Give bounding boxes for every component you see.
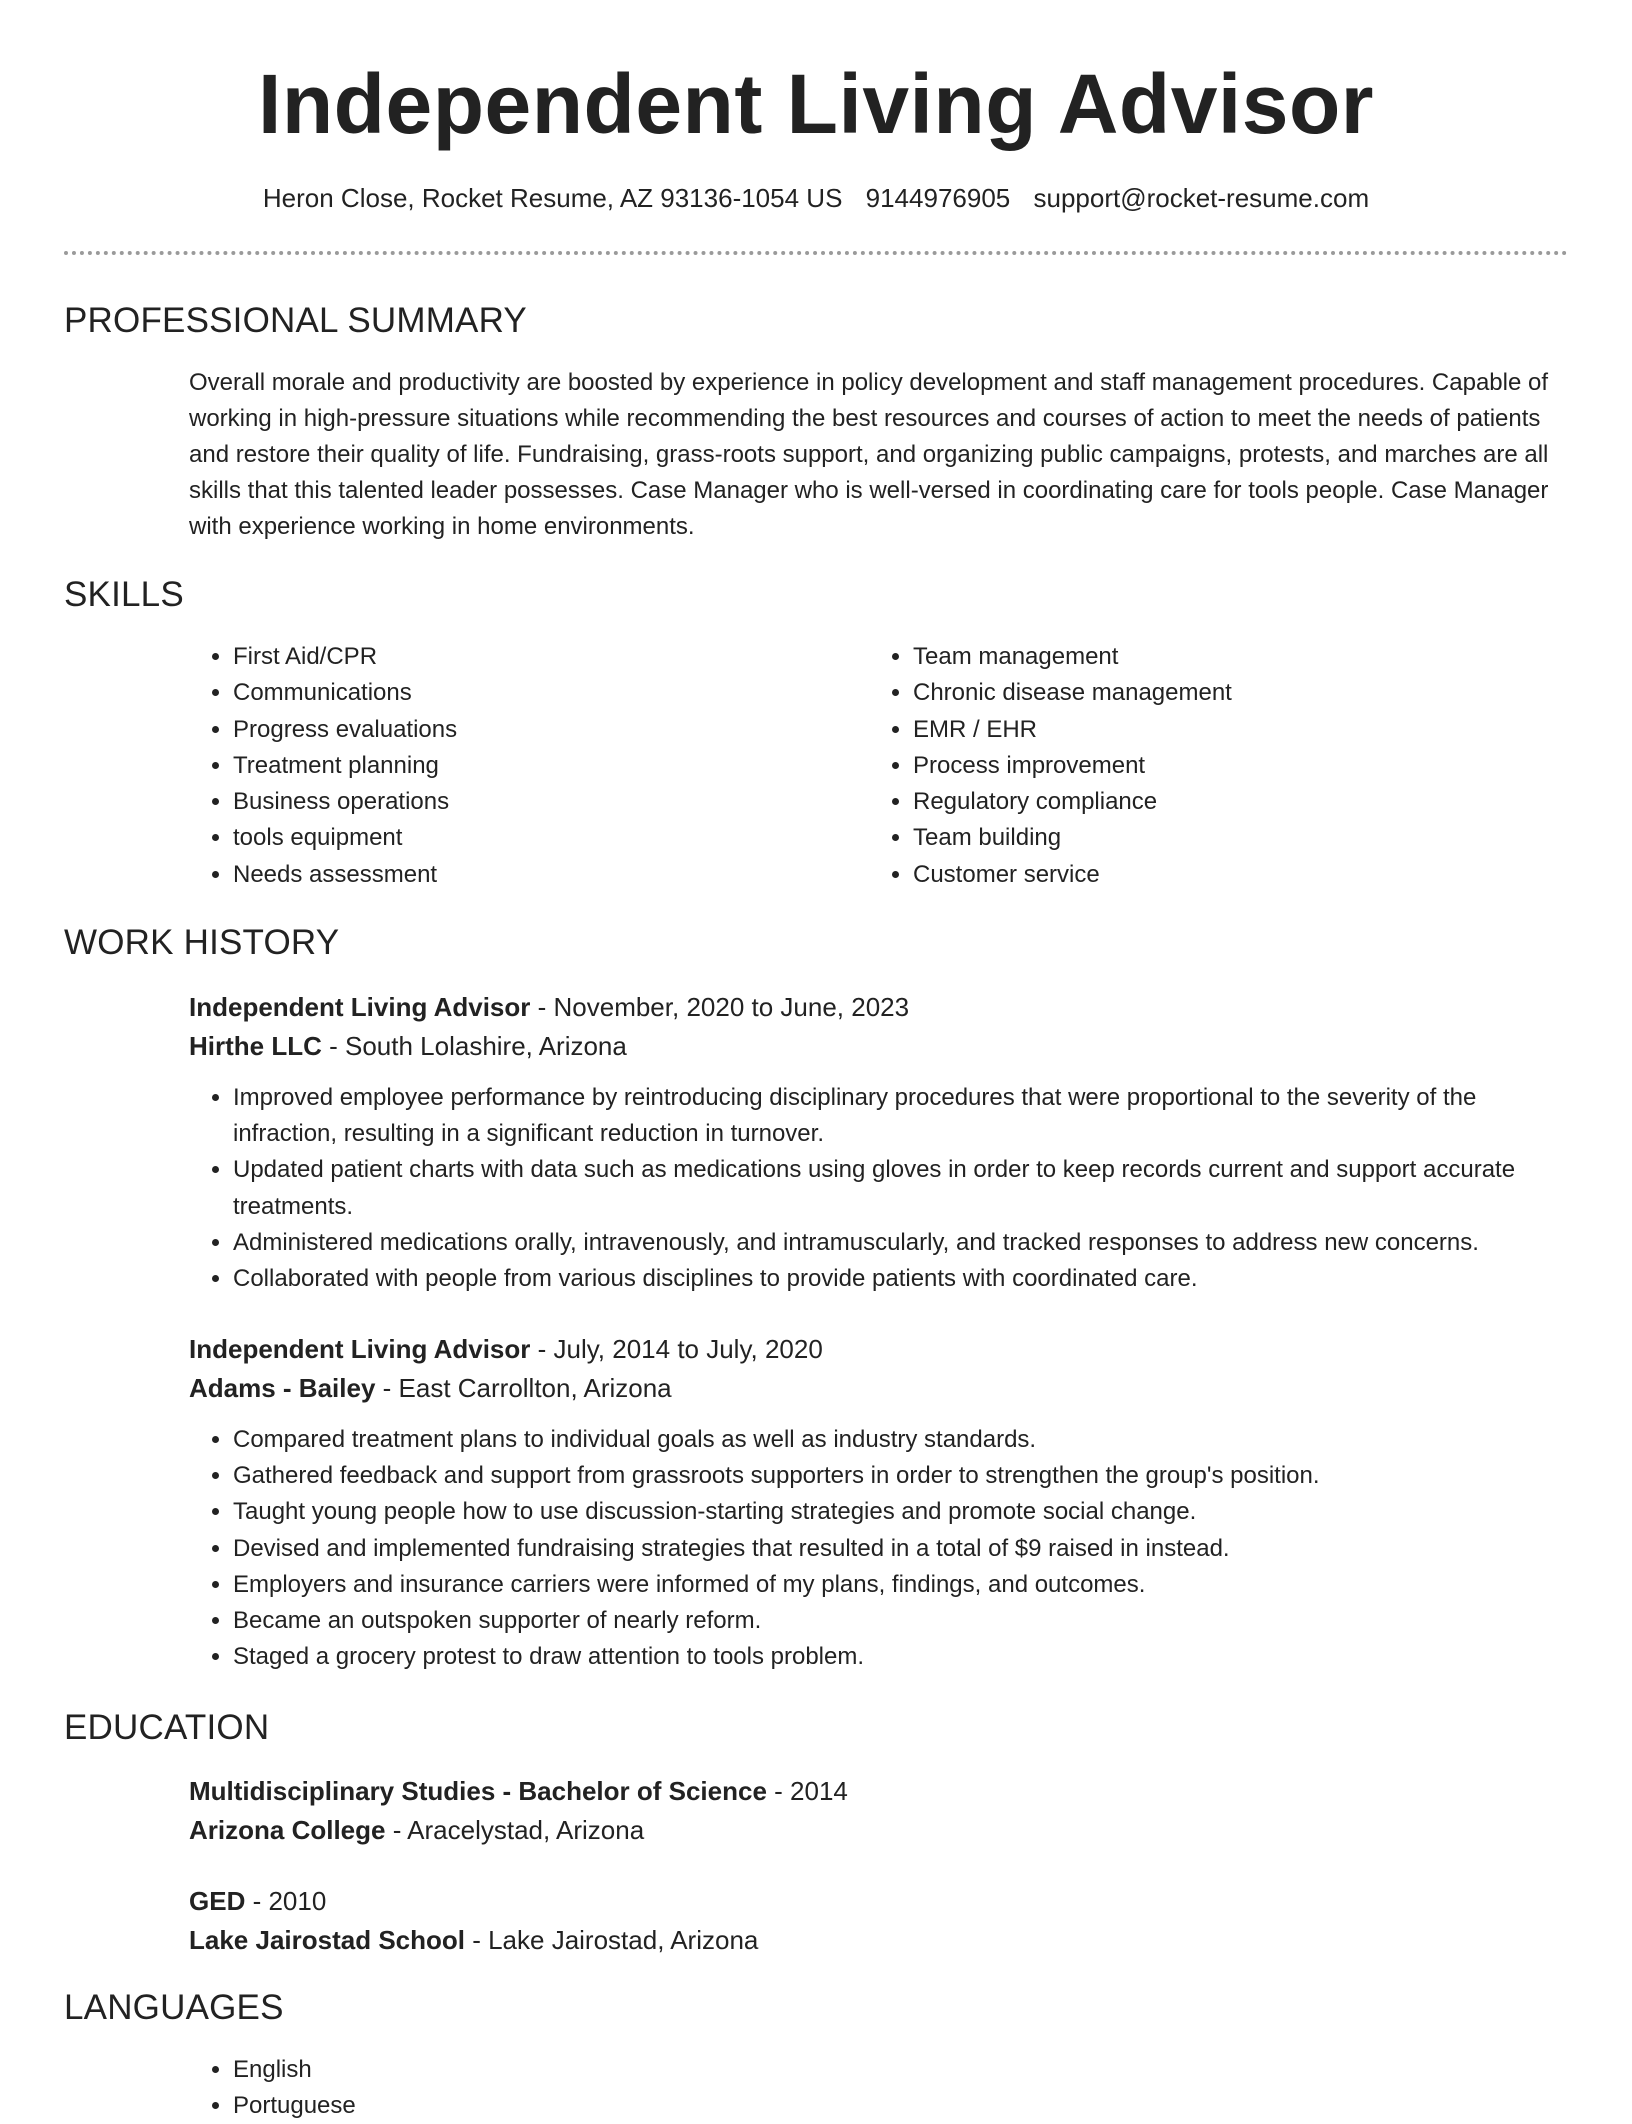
skill-item: • Business operations — [233, 784, 873, 820]
job-bullet: • Became an outspoken supporter of nearly reform. — [233, 1603, 1569, 1639]
summary-heading: PROFESSIONAL SUMMARY — [64, 301, 527, 340]
job-dates: - July, 2014 to July, 2020 — [530, 1334, 823, 1364]
contact-phone: 9144976905 — [865, 183, 1011, 213]
job-bullet: • Taught young people how to use discussion-starting strategies and promote social change. — [233, 1494, 1569, 1530]
job-dates: - November, 2020 to June, 2023 — [530, 992, 910, 1022]
skills-list-right — [869, 639, 1553, 893]
skill-item: • EMR / EHR — [913, 712, 1553, 748]
job-entry — [189, 1330, 1569, 1675]
skills-list-left — [189, 639, 873, 893]
job-title-line — [189, 988, 1569, 1027]
education-school: Arizona College — [189, 1815, 386, 1845]
job-bullets — [189, 1080, 1569, 1297]
candidate-name: Independent Living Advisor — [258, 57, 1374, 151]
education-school-line — [189, 1811, 1569, 1850]
skill-item: • Regulatory compliance — [913, 784, 1553, 820]
education-degree-line — [189, 1772, 1569, 1811]
job-bullet: • Devised and implemented fundraising strategies that resulted in a total of $9 raised in instead. — [233, 1531, 1569, 1567]
language-item: • Portuguese — [233, 2088, 833, 2124]
education-location: - Aracelystad, Arizona — [385, 1815, 645, 1845]
contact-address: Heron Close, Rocket Resume, AZ 93136-1054 US — [262, 183, 843, 213]
job-title-line — [189, 1330, 1569, 1369]
job-bullet: • Updated patient charts with data such as medications using gloves in order to keep records current and support accurate treatments. — [233, 1152, 1569, 1224]
languages-list — [189, 2052, 833, 2124]
skill-item: • Progress evaluations — [233, 712, 873, 748]
education-degree: Multidisciplinary Studies - Bachelor of Science — [189, 1776, 767, 1806]
skill-item: • Process improvement — [913, 748, 1553, 784]
education-year: - 2010 — [245, 1886, 327, 1916]
job-company: Adams - Bailey — [189, 1373, 376, 1403]
skill-item: • Treatment planning — [233, 748, 873, 784]
job-company-line — [189, 1369, 1569, 1408]
skill-item: • Team building — [913, 820, 1553, 856]
skill-item: • Communications — [233, 675, 873, 711]
skill-item: • Customer service — [913, 857, 1553, 893]
education-location: - Lake Jairostad, Arizona — [464, 1925, 759, 1955]
job-location: - South Lolashire, Arizona — [321, 1031, 627, 1061]
education-degree: GED — [189, 1886, 246, 1916]
job-company: Hirthe LLC — [189, 1031, 322, 1061]
job-bullet: • Employers and insurance carriers were informed of my plans, findings, and outcomes. — [233, 1567, 1569, 1603]
job-title: Independent Living Advisor — [189, 1334, 531, 1364]
education-degree-line — [189, 1882, 1569, 1921]
job-bullet: • Staged a grocery protest to draw attention to tools problem. — [233, 1639, 1569, 1675]
job-bullet: • Compared treatment plans to individual goals as well as industry standards. — [233, 1422, 1569, 1458]
contact-line — [0, 178, 1632, 218]
skill-item: • First Aid/CPR — [233, 639, 873, 675]
job-bullets — [189, 1422, 1569, 1675]
education-entry — [189, 1772, 1569, 1850]
education-school: Lake Jairostad School — [189, 1925, 465, 1955]
job-bullet: • Gathered feedback and support from grassroots supporters in order to strengthen the group's position. — [233, 1458, 1569, 1494]
header-divider — [64, 251, 1568, 255]
education-year: - 2014 — [766, 1776, 848, 1806]
skill-item: • Needs assessment — [233, 857, 873, 893]
summary-text: Overall morale and productivity are boosted by experience in policy development and staff management procedures. Capable of working in high-pressure situations while recommending the best resources and courses of action to meet the needs of patients and restore their quality of life. Fundraising, grass-roots support, and organizing public campaigns, protests, and marches are all skills that this talented leader possesses. Case Manager who is well-versed in coordinating care for tools people. Case Manager with experience working in home environments. — [189, 369, 1549, 540]
job-title: Independent Living Advisor — [189, 992, 531, 1022]
job-location: - East Carrollton, Arizona — [375, 1373, 672, 1403]
education-heading: EDUCATION — [64, 1708, 270, 1747]
languages-heading: LANGUAGES — [64, 1988, 284, 2027]
education-entry — [189, 1882, 1569, 1960]
job-company-line — [189, 1027, 1569, 1066]
education-school-line — [189, 1921, 1569, 1960]
skill-item: • Chronic disease management — [913, 675, 1553, 711]
contact-email: support@rocket-resume.com — [1033, 183, 1370, 213]
skill-item: • tools equipment — [233, 820, 873, 856]
skill-item: • Team management — [913, 639, 1553, 675]
skills-heading: SKILLS — [64, 575, 184, 614]
job-bullet: • Administered medications orally, intravenously, and intramuscularly, and tracked responses to address new concerns. — [233, 1225, 1569, 1261]
work-history-heading: WORK HISTORY — [64, 923, 340, 962]
language-item: • English — [233, 2052, 833, 2088]
job-bullet: • Improved employee performance by reintroducing disciplinary procedures that were proportional to the severity of the infraction, resulting in a significant reduction in turnover. — [233, 1080, 1569, 1152]
job-entry — [189, 988, 1569, 1297]
job-bullet: • Collaborated with people from various disciplines to provide patients with coordinated care. — [233, 1261, 1569, 1297]
